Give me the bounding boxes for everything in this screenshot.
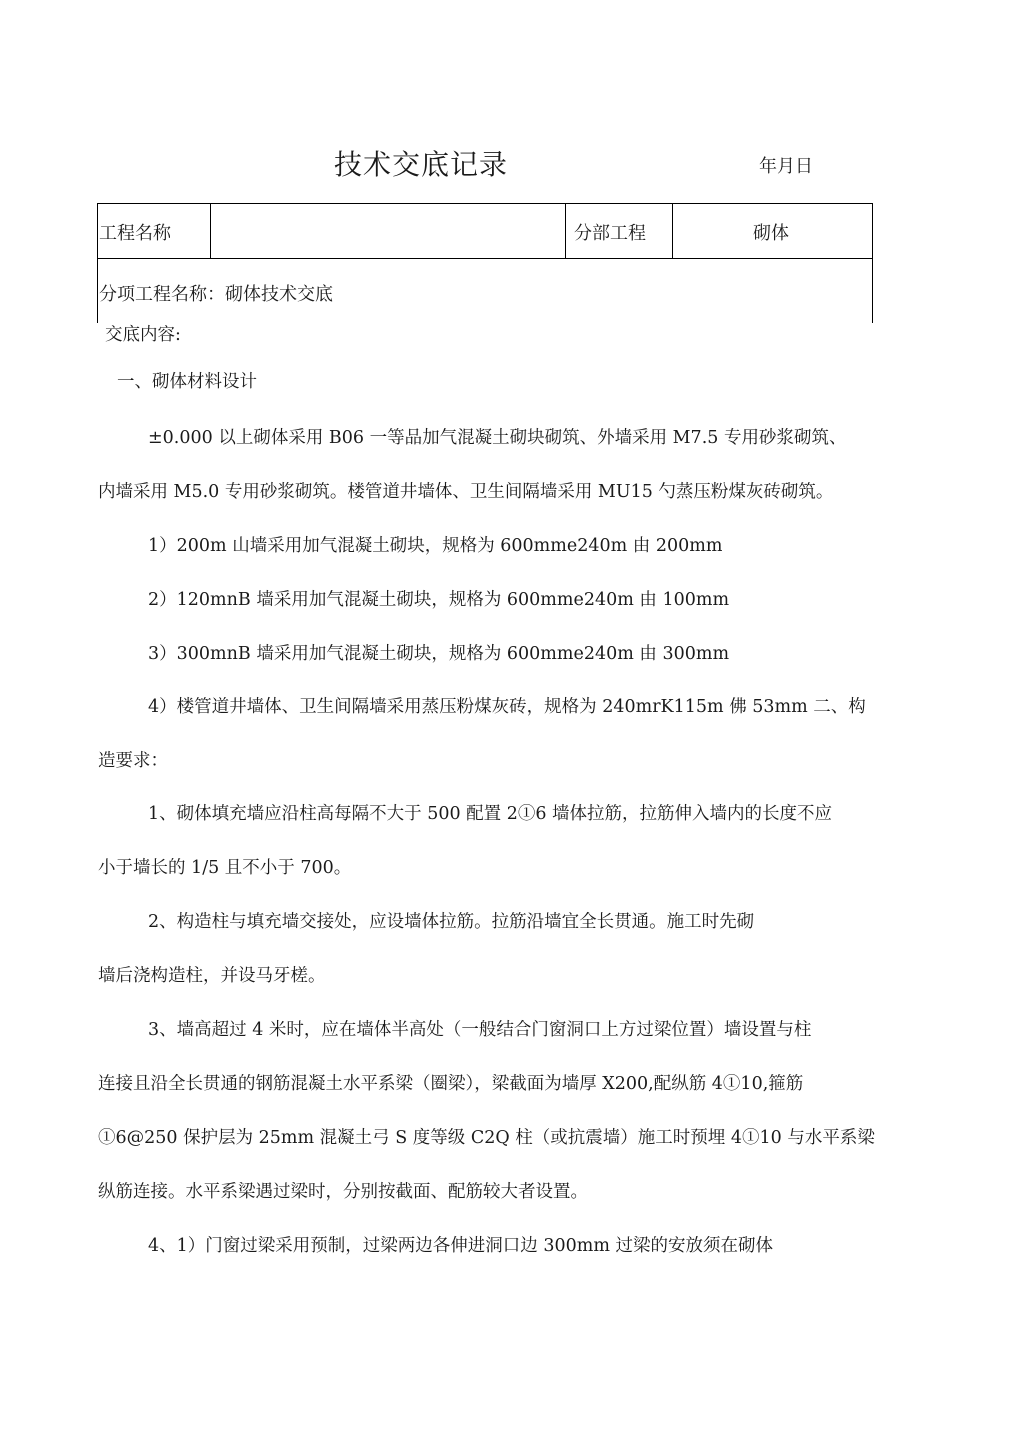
paragraph-line: 4、1）门窗过梁采用预制，过梁两边各伸进洞口边 300mm 过梁的安放须在砌体 [148,1236,773,1256]
table-divider [565,204,566,259]
table-divider [672,204,673,259]
paragraph-line: 2、构造柱与填充墙交接处，应设墙体拉筋。拉筋沿墙宜全长贯通。施工时先砌 [148,912,755,932]
info-table [97,203,873,323]
document-date: 年月日 [759,156,813,177]
paragraph-line: 造要求： [98,751,168,771]
paragraph-line: 小于墙长的 1/5 且不小于 700。 [98,858,352,878]
paragraph-line: 4）楼管道井墙体、卫生间隔墙采用蒸压粉煤灰砖，规格为 240mrK115m 佛 53mm 二、构 [148,697,866,717]
paragraph-line: 3、墙高超过 4 米时，应在墙体半高处（一般结合门窗洞口上方过梁位置）墙设置与柱 [148,1020,812,1040]
paragraph-line: 纵筋连接。水平系梁遇过梁时，分别按截面、配筋较大者设置。 [98,1182,588,1202]
subitem-name: 分项工程名称：砌体技术交底 [99,284,333,305]
info-table-row [98,204,872,259]
paragraph-line: 墙后浇构造柱，并设马牙槎。 [98,966,326,986]
paragraph-line: 1、砌体填充墙应沿柱高每隔不大于 500 配置 2①6 墙体拉筋，拉筋伸入墙内的长度不应 [148,804,833,824]
paragraph-line: 3）300mnB 墙采用加气混凝土砌块，规格为 600mme240m 由 300mm [148,644,730,664]
division-label: 分部工程 [574,223,646,244]
paragraph-line: ①6@250 保护层为 25mm 混凝土弓 S 度等级 C2Q 柱（或抗震墙）施工时预埋 4①10 与水平系梁 [98,1128,875,1148]
division-value: 砌体 [753,223,789,244]
paragraph-line: 2）120mnB 墙采用加气混凝土砌块，规格为 600mme240m 由 100mm [148,590,730,610]
paragraph-line: 1）200m 山墙采用加气混凝土砌块，规格为 600mme240m 由 200mm [148,536,723,556]
paragraph-line: 连接且沿全长贯通的钢筋混凝土水平系梁（圈梁），梁截面为墙厚 X200,配纵筋 4①10,箍筋 [98,1074,804,1094]
content-heading: 交底内容: [105,325,181,345]
project-name-label: 工程名称 [99,223,171,244]
paragraph-line: 内墙采用 M5.0 专用砂浆砌筑。楼管道井墙体、卫生间隔墙采用 MU15 勺蒸压粉煤灰砖砌筑。 [98,482,834,502]
paragraph-line: ±0.000 以上砌体采用 B06 一等品加气混凝土砌块砌筑、外墙采用 M7.5 专用砂浆砌筑、 [148,428,847,448]
document-title: 技术交底记录 [334,148,509,181]
section-heading: 一、砌体材料设计 [117,372,257,392]
table-divider [210,204,211,259]
